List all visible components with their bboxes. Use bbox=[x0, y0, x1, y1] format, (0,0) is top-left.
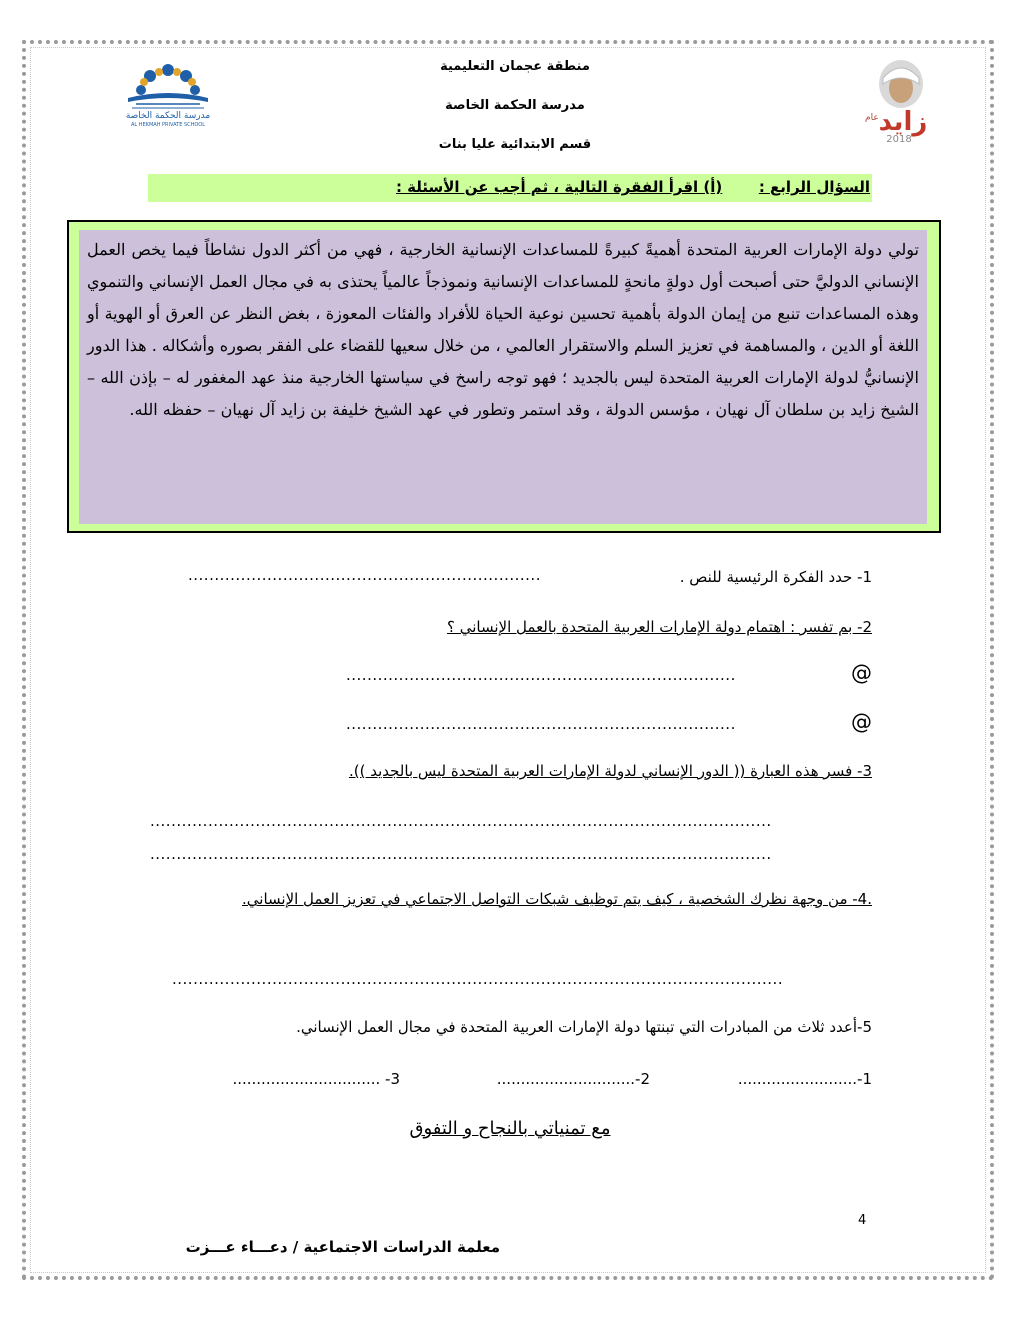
question-2: 2- بم تفسر : اهتمام دولة الإمارات العربية المتحدة بالعمل الإنساني ؟ bbox=[447, 618, 872, 636]
closing-wish: مع تمنياتي بالنجاح و التفوق bbox=[409, 1118, 611, 1139]
question-5-item-3[interactable]: 3- ............................... bbox=[232, 1070, 400, 1088]
year-of-zayed-logo bbox=[855, 58, 943, 144]
zayed-year-label: عام bbox=[865, 113, 879, 123]
passage-text: تولي دولة الإمارات العربية المتحدة أهميةً كبيرةً للمساعدات الإنسانية الخارجية ، فهي من أكثر الدول نشاطاً فيما يخص العمل الإنساني الدوليَّ حتى أصبحت أول دولةٍ مانحةٍ للمساعدات الإنسانية ونموذجاً عالمياً يحتذى به في مجال العمل الإنساني والتنموي وهذه المساعدات تنبع من إيمان الدولة بأهمية تحسين نوعية الحياة للأفراد والفئات المعوزة ، بغض النظر عن العرق أو الهوية أو اللغة أو الدين ، والمساهمة في تعزيز السلم والاستقرار العالمي ، من خلال سعيها للقضاء على الفقر بصوره وأشكاله . هذا الدور الإنسانيُّ لدولة الإمارات العربية المتحدة ليس بالجديد ؛ فهو توجه راسخ في سياستها الخارجية منذ عهد المغفور له – بإذن الله – الشيخ زايد بن سلطان آل نهيان ، مؤسس الدولة ، وقد استمر وتطور في عهد الشيخ خليفة بن زايد آل نهيان – حفظه الله. bbox=[87, 240, 919, 419]
header-region: منطقة عجمان التعليمية bbox=[440, 59, 590, 74]
header-section: قسم الابتدائية عليا بنات bbox=[438, 137, 592, 152]
passage-frame bbox=[67, 220, 941, 533]
school-logo-text-en: AL HEKMAH PRIVATE SCHOOL bbox=[130, 122, 206, 128]
question-1: 1- حدد الفكرة الرئيسية للنص . bbox=[679, 568, 872, 586]
question-3: 3- فسر هذه العبارة (( الدور الإنساني لدولة الإمارات العربية المتحدة ليس بالجديد )). bbox=[348, 762, 872, 780]
question-2-answer-line-1[interactable]: .......................................................................... bbox=[346, 666, 736, 684]
question-3-answer-line-1[interactable]: ...................................................................................................................... bbox=[150, 812, 772, 830]
page-number: 4 bbox=[858, 1213, 867, 1228]
question-2-answer-line-2[interactable]: .......................................................................... bbox=[346, 715, 736, 733]
question-2-bullet-1: @ bbox=[851, 661, 872, 685]
school-logo-text-ar: مدرسة الحكمة الخاصة bbox=[125, 111, 211, 121]
zayed-year: 2018 bbox=[886, 134, 912, 144]
question-4-instruction: (أ) اقرأ الفقرة التالية ، ثم أجب عن الأسئلة : bbox=[395, 178, 723, 196]
zayed-name: زايد bbox=[878, 107, 928, 137]
teacher-signature: معلمة الدراسات الاجتماعية / دعـــاء عـــزت bbox=[185, 1238, 500, 1256]
question-5-item-1[interactable]: 1-......................... bbox=[737, 1070, 872, 1088]
header-school: مدرسة الحكمة الخاصة bbox=[445, 98, 585, 113]
school-logo bbox=[108, 58, 228, 128]
question-3-answer-line-2[interactable]: ...................................................................................................................... bbox=[150, 845, 772, 863]
question-4-answer-line[interactable]: .................................................................................................................... bbox=[172, 970, 784, 988]
question-4-title bbox=[148, 174, 872, 202]
question-4-opinion: .4- من وجهة نظرك الشخصية ، كيف يتم توظيف شبكات التواصل الاجتماعي في تعزيز العمل الإنساني. bbox=[242, 890, 872, 908]
school-header bbox=[380, 58, 650, 175]
question-2-bullet-2: @ bbox=[851, 710, 872, 734]
question-4-label: السؤال الرابع : bbox=[758, 178, 870, 196]
question-5: 5-أعدد ثلاث من المبادرات التي تبنتها دولة الإمارات العربية المتحدة في مجال العمل الإنساني. bbox=[296, 1018, 872, 1036]
passage-box bbox=[79, 230, 927, 524]
question-1-answer-line[interactable]: ................................................................... bbox=[188, 566, 541, 584]
question-5-item-2[interactable]: 2-............................. bbox=[496, 1070, 650, 1088]
